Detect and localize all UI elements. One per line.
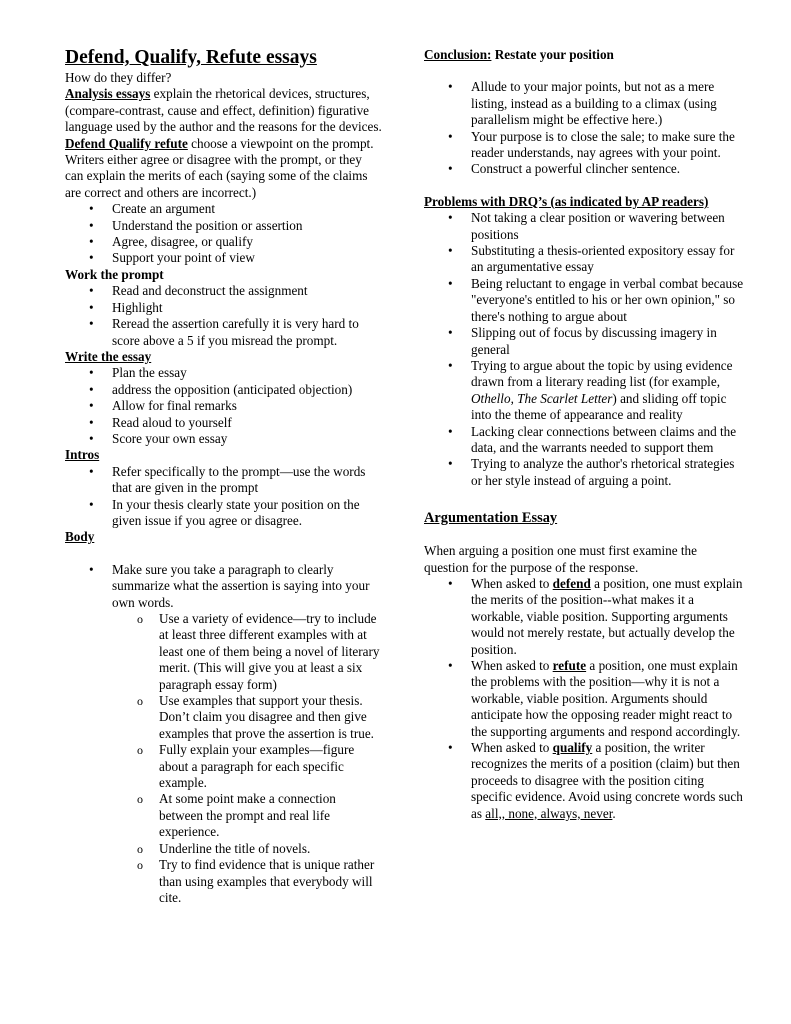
intros-heading: Intros [65,447,100,463]
list-item [424,658,744,740]
list-item [65,562,382,907]
lit-after: ) and sliding off topic into the theme of appearance and reality [471,390,727,423]
sublist-item: o Fully explain your examples—figure about a paragraph for each specific example. [112,742,382,791]
list-item: • Your purpose is to close the sale; to make sure the reader understands, nay agrees with your point. [424,129,744,162]
list-item: • Construct a powerful clincher sentence. [424,161,744,177]
list-item: • Lacking clear connections between claims and the data, and the warrants needed to support them [424,424,744,457]
list-item: • Trying to analyze the author's rhetorical strategies or her style instead of arguing a point. [424,456,744,489]
write-heading: Write the essay [65,348,152,364]
lit-before: Trying to argue about the topic by using evidence drawn from a literary reading list (for example, [471,357,733,390]
conclusion-heading [424,47,744,63]
qualify-words: all,, none, always, never [485,805,613,821]
work-heading: Work the prompt [65,266,164,282]
work-list [65,283,382,349]
analysis-paragraph [65,86,382,135]
sublist-item: o Use a variety of evidence—try to include at least three different examples with at least one of them being a novel of literary merit. (This will give you at least a six paragraph essay form) [112,611,382,693]
conclusion-list [424,79,744,177]
dqr-term: Defend Qualify refute [65,135,188,151]
lit-sep: , [510,390,518,406]
refute-post: a position, one must explain the problems with the position—why it is not a workable, viable position. Arguments should anticipate how the opposing reader might react to the supporting arguments and respond accordingly. [471,658,741,739]
page-title: Defend, Qualify, Refute essays [65,47,317,68]
problems-heading: Problems with DRQ’s (as indicated by AP readers) [424,193,709,209]
dqr-text: choose a viewpoint on the prompt. Writers either agree or disagree with the prompt, or they can explain the merits of each (saying some of the claims are correct and others are incorrect.) [65,135,374,200]
argumentation-intro: When arguing a position one must first examine the question for the purpose of the response. [424,543,697,575]
argumentation-heading: Argumentation Essay [424,510,558,527]
problems-list [424,210,744,489]
list-item: • Agree, disagree, or qualify [65,234,382,250]
list-item: • Not taking a clear position or wavering between positions [424,210,744,243]
argumentation-list [424,576,744,822]
list-item: • Being reluctant to engage in verbal combat because "everyone's entitled to his or her own opinion," so there's nothing to argue about [424,276,744,325]
write-list [65,365,382,447]
list-item: • Allow for final remarks [65,398,382,414]
right-column [424,47,744,822]
list-item: • Plan the essay [65,365,382,381]
qualify-word: qualify [552,740,593,756]
list-item [424,740,744,822]
sublist-item: o Use examples that support your thesis. Don’t claim you disagree and then give examples that prove the assertion is true. [112,693,382,742]
conclusion-label: Conclusion: [424,47,492,62]
dqr-list [65,201,382,267]
sublist-item: o At some point make a connection between the prompt and real life experience. [112,791,382,840]
analysis-text: explain the rhetorical devices, structures, (compare-contrast, cause and effect, definition) figurative language used by the author and the reasons for the devices. [65,86,382,135]
subtitle: How do they differ? [65,70,172,85]
sublist-item: o Try to find evidence that is unique rather than using examples that everybody will cite. [112,857,382,906]
list-item: • Reread the assertion carefully it is very hard to score above a 5 if you misread the prompt. [65,316,382,349]
qualify-post: a position, the writer recognizes the merits of a position (claim) but then proceeds to disagree with the position citing specific evidence. Avoid using concrete words such as [471,740,743,821]
list-item: • Allude to your major points, but not as a mere listing, instead as a building to a climax (using parallelism might be effective here.) [424,79,744,128]
defend-post: a position, one must explain the merits of the position--what makes it a workable, viable position. Supporting arguments would not merely restate, but actually develop the position. [471,575,743,657]
list-item: • Read aloud to yourself [65,415,382,431]
qualify-end: . [612,805,616,821]
intros-list [65,464,382,530]
list-item: • Read and deconstruct the assignment [65,283,382,299]
list-item: • Refer specifically to the prompt—use the words that are given in the prompt [65,464,382,497]
list-item [424,358,744,424]
analysis-term: Analysis essays [65,86,151,102]
dqr-paragraph [65,136,382,202]
list-item: • Create an argument [65,201,382,217]
novel-title: Othello [471,390,511,406]
conclusion-rest: Restate your position [491,47,614,62]
novel-title: The Scarlet Letter [517,390,613,406]
list-item: • Substituting a thesis-oriented expository essay for an argumentative essay [424,243,744,276]
list-item: • Understand the position or assertion [65,218,382,234]
defend-pre: When asked to [471,575,553,591]
list-item: • In your thesis clearly state your position on the given issue if you agree or disagree. [65,497,382,530]
list-item: • Highlight [65,300,382,316]
qualify-pre: When asked to [471,740,553,756]
body-heading: Body [65,529,95,545]
list-item: • Slipping out of focus by discussing imagery in general [424,325,744,358]
refute-word: refute [552,658,587,673]
body-sublist [112,611,382,906]
sublist-item: o Underline the title of novels. [112,841,382,857]
left-column [65,46,382,906]
defend-word: defend [552,575,591,591]
list-item [424,576,744,658]
list-item: • Score your own essay [65,431,382,447]
body-bullet-text: Make sure you take a paragraph to clearly summarize what the assertion is saying into your own words. [112,561,370,610]
refute-pre: When asked to [471,658,553,673]
body-list [65,562,382,907]
list-item: • Support your point of view [65,250,382,266]
list-item: • address the opposition (anticipated objection) [65,382,382,398]
